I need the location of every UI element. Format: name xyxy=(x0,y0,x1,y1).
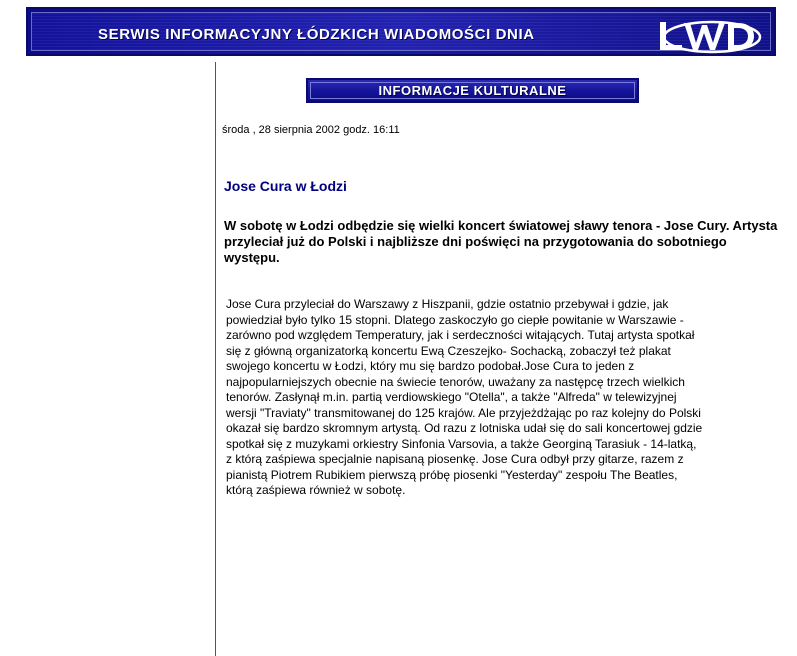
article-body-line: zarówno pod względem Temperatury, jak i serdeczności witających. Tutaj artysta spotkał xyxy=(226,328,695,342)
site-banner xyxy=(26,7,776,56)
article-body xyxy=(226,297,766,499)
section-label: INFORMACJE KULTURALNE xyxy=(378,83,567,98)
article-body-line: swojego koncertu w Łodzi, który mu się bardzo podobał.Jose Cura to jeden z xyxy=(226,359,635,373)
article-body-line: którą zaśpiewa również w sobotę. xyxy=(226,483,406,497)
article-body-line: wersji "Traviaty" transmitowanej do 125 krajów. Ale przyjeżdżając po raz kolejny do Polski xyxy=(226,405,701,420)
article-body-line: pianistą Piotrem Rubikiem pierwszą próbę piosenki "Yesterday" zespołu The Beatles, xyxy=(226,467,678,482)
site-title: SERWIS INFORMACYJNY ŁÓDZKICH WIADOMOŚCI DNIA xyxy=(98,26,535,43)
article-body-line: z którą zaśpiewa specjalnie napisaną piosenkę. Jose Cura odbył przy gitarze, razem z xyxy=(226,452,684,466)
article-body-line: okazał się bardzo skromnym artystą. Od razu z lotniska udał się do sali koncertowej gdzie xyxy=(226,421,703,435)
banner-frame xyxy=(31,12,771,51)
article-body-line: powiedział było tylko 15 stopni. Dlatego zaskoczyło go ciepłe powitanie w Warszawie - xyxy=(226,312,684,327)
article-headline: Jose Cura w Łodzi xyxy=(224,178,347,194)
article-lead: W sobotę w Łodzi odbędzie się wielki koncert światowej sławy tenora - Jose Cury. Artysta przyleciał już do Polski i najbliższe dni poświęci na przygotowania do sobotniego występu. xyxy=(224,218,778,265)
article-body-line: tenorów. Zasłynął m.in. partią verdiowskiego "Otella", a także "Alfreda" w telewizyjnej xyxy=(226,390,677,404)
lwd-logo-icon[interactable] xyxy=(652,17,762,55)
column-divider xyxy=(215,62,216,656)
article-body-line: najpopularniejszych obecnie na świecie tenorów, uważany za następcę trzech wielkich xyxy=(226,374,685,389)
article-body-line: spotkał się z muzykami orkiestry Sinfonia Varsovia, a także Georginą Tarasiuk - 14-latką, xyxy=(226,436,697,451)
article-body-line: Jose Cura przyleciał do Warszawy z Hiszpanii, gdzie ostatnio przebywał i gdzie, jak xyxy=(226,297,669,311)
article-date: środa , 28 sierpnia 2002 godz. 16:11 xyxy=(222,124,400,136)
section-header xyxy=(306,78,639,103)
article-body-line: się z główną organizatorką koncertu Ewą Czeszejko- Sochacką, zobaczył też plakat xyxy=(226,343,671,358)
